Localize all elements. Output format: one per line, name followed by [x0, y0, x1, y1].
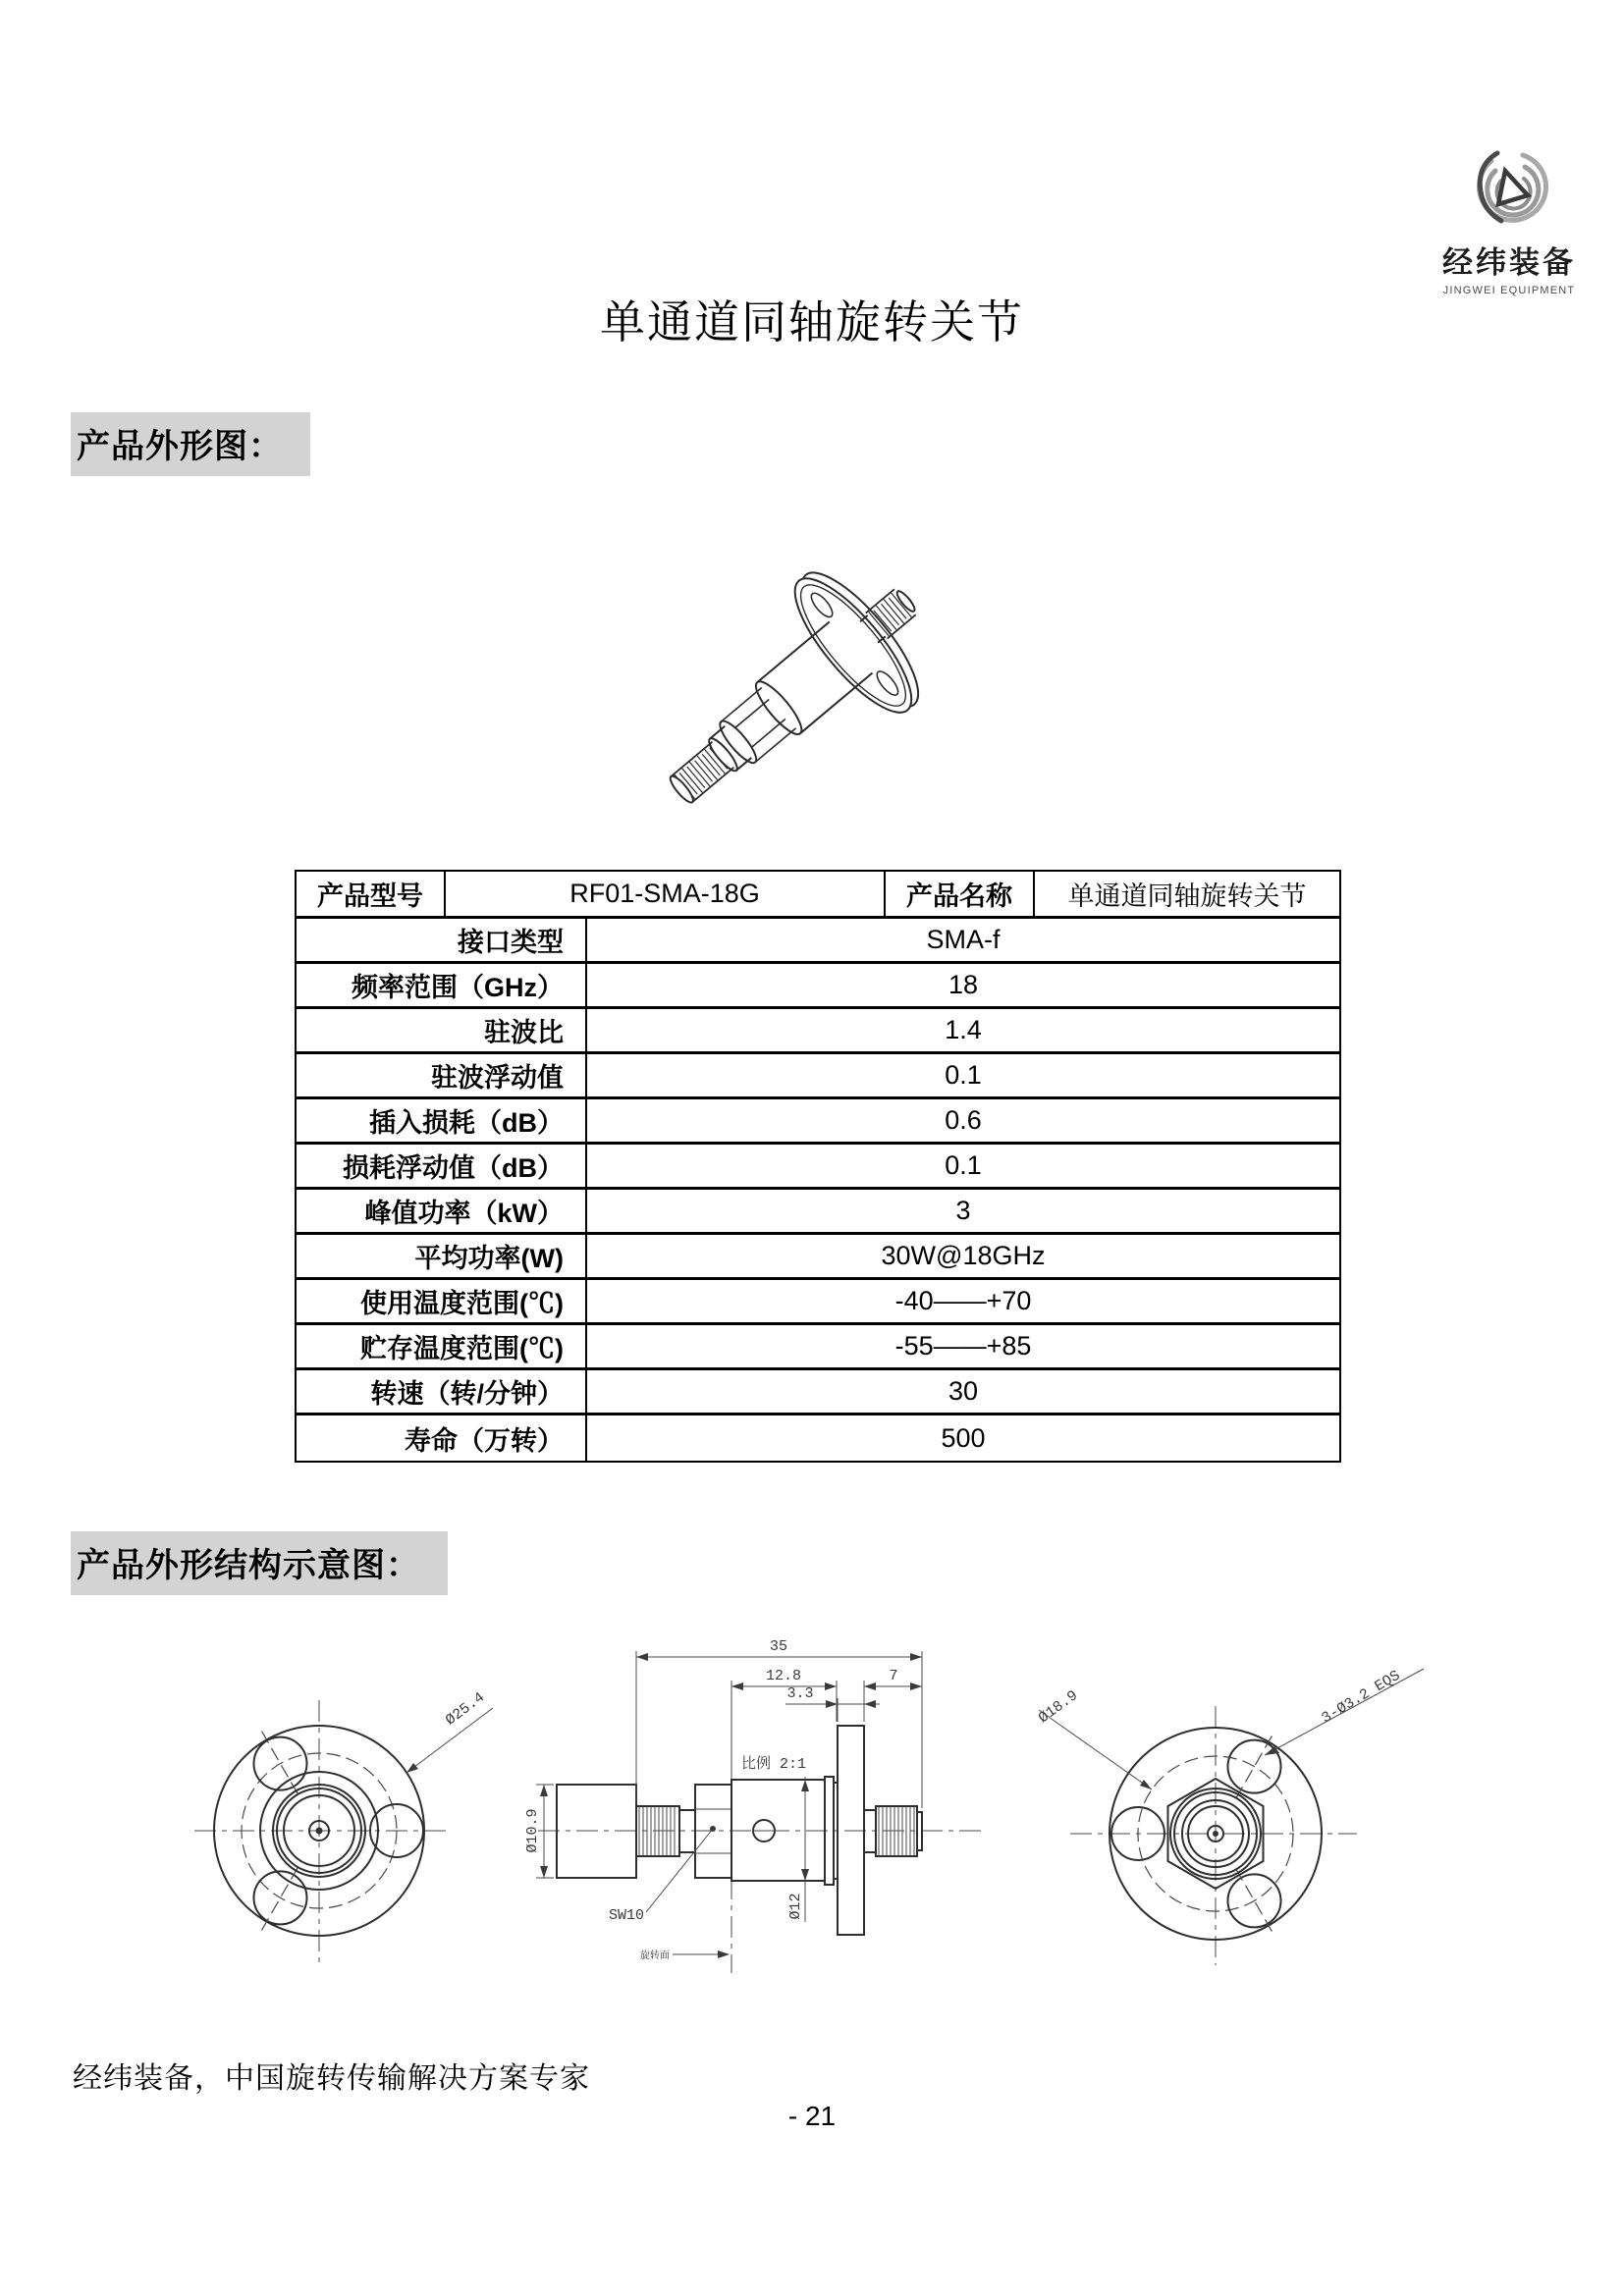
- front-flange-diameter-label: Ø25.4: [442, 1688, 488, 1730]
- page-title: 单通道同轴旋转关节: [600, 296, 1024, 347]
- row-label: 接口类型: [297, 919, 587, 961]
- table-row: [297, 1235, 1339, 1280]
- front-view-drawing: [177, 1669, 530, 2022]
- row-label: 寿命（万转）: [297, 1415, 587, 1461]
- row-label: 转速（转/分钟）: [297, 1370, 587, 1413]
- row-value: 0.1: [945, 1060, 982, 1090]
- row-label: 峰值功率（kW）: [297, 1190, 587, 1232]
- table-row: [297, 919, 1339, 964]
- row-value: SMA-f: [926, 925, 1001, 954]
- row-value: 0.6: [945, 1105, 982, 1135]
- table-row: [297, 1009, 1339, 1054]
- model-label: 产品型号: [297, 872, 446, 916]
- dim-wrench-size: SW10: [609, 1907, 645, 1924]
- row-value: 30: [947, 1376, 979, 1406]
- row-value: 1.4: [945, 1015, 982, 1044]
- footer-slogan: 经纬装备，中国旋转传输解决方案专家: [73, 2062, 590, 2095]
- brand-swirl-icon: [1454, 145, 1564, 236]
- row-label: 驻波浮动值: [297, 1054, 587, 1096]
- row-label: 贮存温度范围(℃): [297, 1325, 587, 1367]
- bolt-circle-diameter-label: Ø18.9: [1035, 1687, 1082, 1728]
- table-row: [297, 964, 1339, 1009]
- row-label: 插入损耗（dB）: [297, 1099, 587, 1142]
- table-row: [297, 1190, 1339, 1235]
- side-view-drawing: [520, 1628, 992, 2040]
- table-row: [297, 1280, 1339, 1325]
- row-label: 频率范围（GHz）: [297, 964, 587, 1006]
- table-row: [297, 1099, 1339, 1145]
- section-heading-structure: 产品外形结构示意图：: [71, 1531, 448, 1595]
- dim-connector-length: 7: [889, 1668, 898, 1684]
- row-value: -55——+85: [894, 1331, 1032, 1361]
- row-label: 驻波比: [297, 1009, 587, 1051]
- dim-shaft-diameter: Ø12: [787, 1893, 804, 1920]
- page-number: - 21: [787, 2101, 837, 2131]
- table-row: [297, 1370, 1339, 1415]
- brand-name-en: JINGWEI EQUIPMENT: [1442, 285, 1576, 296]
- table-row: [297, 1325, 1339, 1370]
- name-label: 产品名称: [886, 872, 1035, 916]
- row-value: 0.1: [945, 1150, 982, 1180]
- dim-body-length: 12.8: [765, 1668, 802, 1684]
- model-value: RF01-SMA-18G: [446, 872, 886, 916]
- row-label: 使用温度范围(℃): [297, 1280, 587, 1322]
- table-row: [297, 1415, 1339, 1461]
- brand-name-cn: 经纬装备: [1442, 245, 1576, 280]
- mount-holes-label: 3-Ø3.2 EQS: [1319, 1667, 1404, 1728]
- row-value: 18: [947, 970, 979, 999]
- scale-note: 比例 2:1: [740, 1756, 807, 1773]
- spec-table: [295, 870, 1341, 1463]
- table-row: [297, 1054, 1339, 1099]
- rotation-face-label: 旋转面: [640, 1951, 670, 1962]
- isometric-product-drawing: [628, 538, 1001, 862]
- row-label: 平均功率(W): [297, 1235, 587, 1277]
- table-row: [297, 1145, 1339, 1190]
- brand-logo: [1426, 145, 1593, 296]
- table-row: [297, 872, 1339, 919]
- row-value: 3: [955, 1196, 971, 1225]
- row-label: 损耗浮动值（dB）: [297, 1145, 587, 1187]
- row-value: 30W@18GHz: [881, 1241, 1046, 1270]
- section-heading-outline: 产品外形图：: [71, 412, 310, 476]
- rear-view-drawing: [1001, 1649, 1443, 1973]
- row-value: 500: [941, 1422, 986, 1453]
- dim-overall-length: 35: [769, 1638, 788, 1655]
- name-value: 单通道同轴旋转关节: [1067, 881, 1307, 911]
- dim-body-diameter: Ø10.9: [524, 1808, 541, 1853]
- dim-flange-thickness: 3.3: [786, 1685, 814, 1702]
- row-value: -40——+70: [894, 1286, 1032, 1315]
